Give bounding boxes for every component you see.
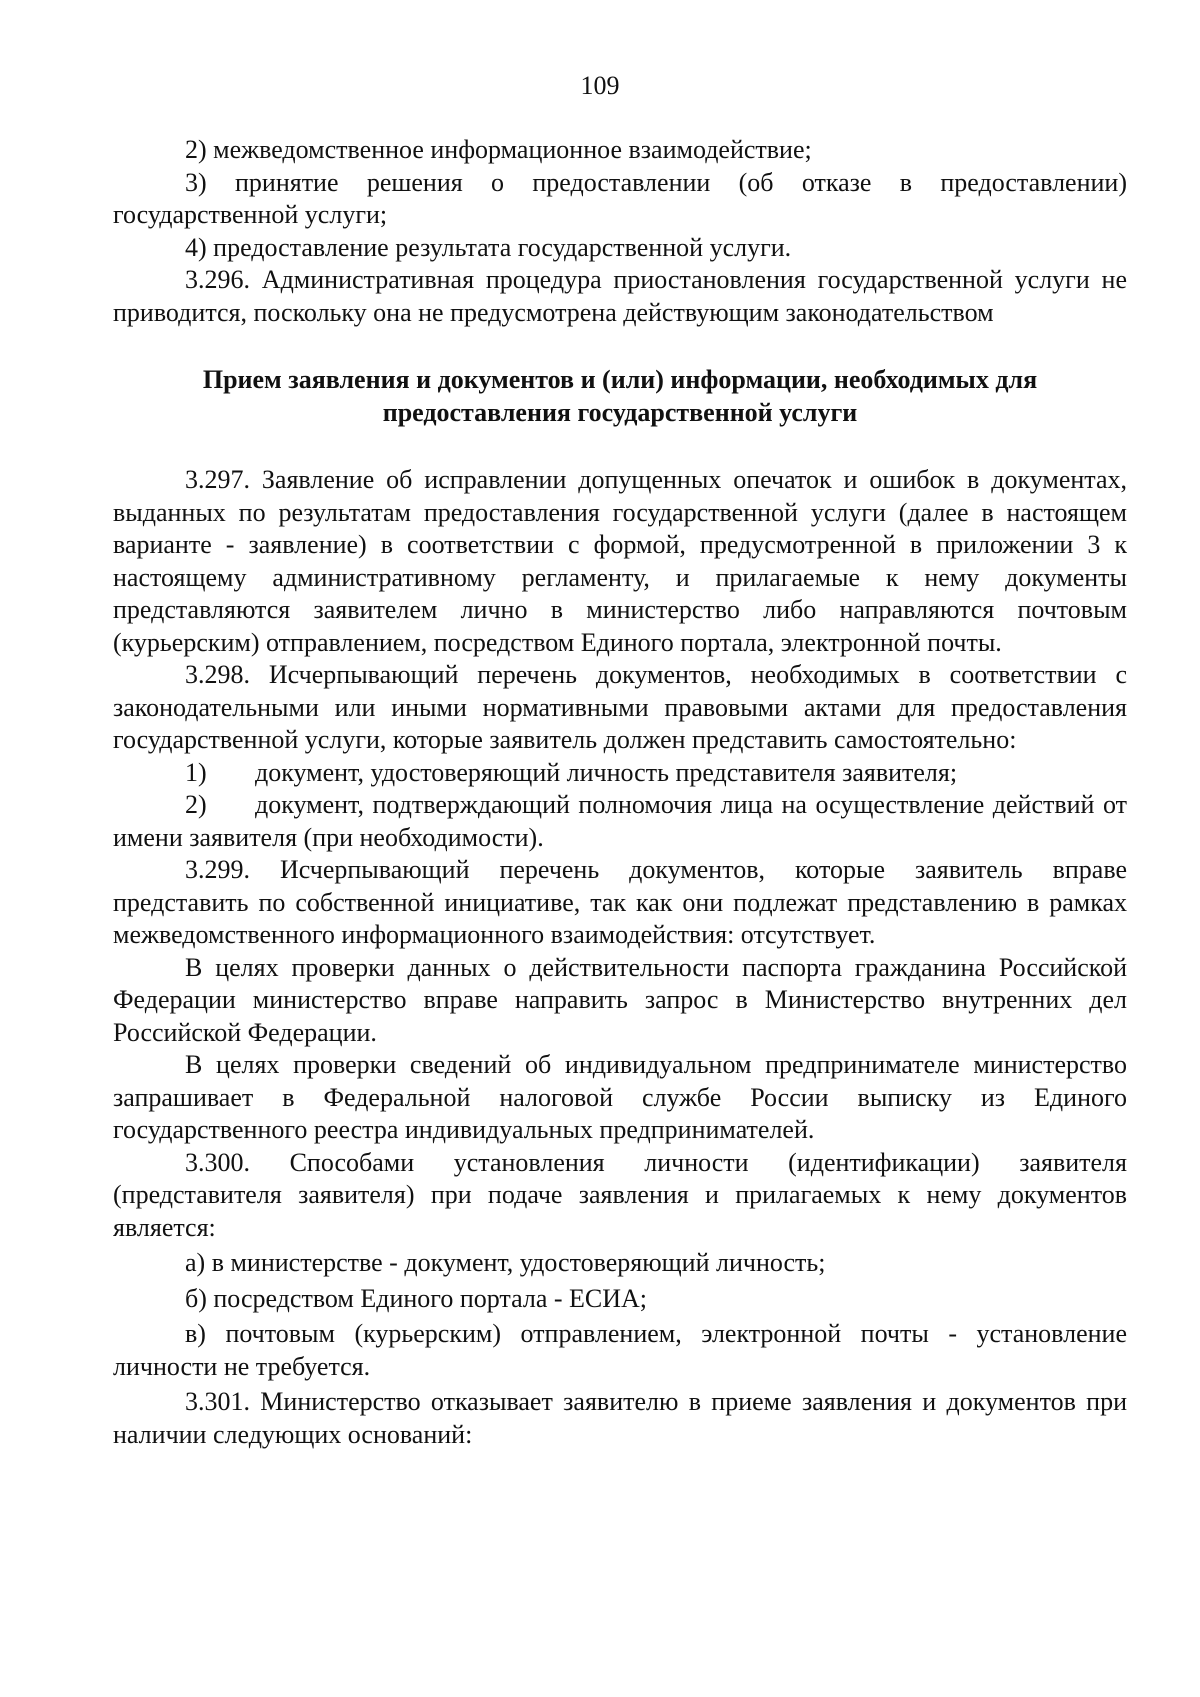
list-item-text: документ, подтверждающий полномочия лица на осуществление действий от имени заявителя (при необходимости).: [113, 790, 1127, 852]
section-heading-line2: предоставления государственной услуги: [382, 398, 858, 427]
paragraph-3-300: 3.300. Способами установления личности (идентификации) заявителя (представителя заявителя) при подаче заявления и прилагаемых к нему документов является:: [113, 1147, 1127, 1242]
paragraph-item-4: 4) предоставление результата государственной услуги.: [185, 232, 792, 262]
page-number: 109: [580, 71, 620, 100]
section-heading-line1: Прием заявления и документов и (или) информации, необходимых для: [202, 365, 1038, 394]
section-heading: [113, 363, 1127, 429]
paragraph-3-298: 3.298. Исчерпывающий перечень документов, необходимых в соответствии с законодательными или иными нормативными правовыми актами для предоставления государственной услуги, которые заявитель должен представить самостоятельно:: [113, 660, 1127, 754]
paragraph-3-300-c: в) почтовым (курьерским) отправлением, электронной почты - установление личности не требуется.: [113, 1319, 1127, 1381]
paragraph-item-3: 3) принятие решения о предоставлении (об отказе в предоставлении) государственной услуги;: [113, 167, 1127, 229]
paragraph-item-2: 2) межведомственное информационное взаимодействие;: [185, 135, 812, 164]
list-item-number: 2): [185, 790, 207, 819]
list-item-number: 1): [185, 757, 207, 787]
paragraph-3-299: 3.299. Исчерпывающий перечень документов, которые заявитель вправе представить по собственной инициативе, так как они подлежат представлению в рамках межведомственного информационного взаимодействия: отсутствует.: [113, 855, 1127, 949]
paragraph-3-300-a: а) в министерстве - документ, удостоверяющий личность;: [185, 1248, 826, 1277]
paragraph-3-296: 3.296. Административная процедура приостановления государственной услуги не приводится, поскольку она не предусмотрена действующим законодательством: [113, 265, 1127, 327]
spacer: [113, 329, 1127, 363]
paragraph-3-301: 3.301. Министерство отказывает заявителю в приеме заявления и документов при наличии следующих оснований:: [113, 1387, 1127, 1449]
paragraph-3-300-b: б) посредством Единого портала - ЕСИА;: [185, 1283, 648, 1313]
paragraph-3-297: 3.297. Заявление об исправлении допущенных опечаток и ошибок в документах, выданных по результатам предоставления государственной услуги (далее в настоящем варианте - заявление) в соответствии с формой, предусмотренной в приложении 3 к настоящему административному регламенту, и прилагаемые к нему документы представляются заявителем лично в министерство либо направляются почтовым (курьерским) отправлением, посредством Единого портала, электронной почты.: [113, 465, 1127, 657]
spacer: [113, 429, 1127, 464]
paragraph-ip-check: В целях проверки сведений об индивидуальном предпринимателе министерство запрашивает в Федеральной налоговой службе России выписку из Единого государственного реестра индивидуальных предпринимателей.: [113, 1050, 1127, 1144]
document-body: [113, 134, 1127, 1451]
list-item-text: документ, удостоверяющий личность представителя заявителя;: [255, 757, 958, 787]
list-item-1: [113, 757, 1127, 790]
list-item-2: [113, 789, 1127, 854]
paragraph-passport-check: В целях проверки данных о действительности паспорта гражданина Российской Федерации министерство вправе направить запрос в Министерство внутренних дел Российской Федерации.: [113, 952, 1127, 1047]
